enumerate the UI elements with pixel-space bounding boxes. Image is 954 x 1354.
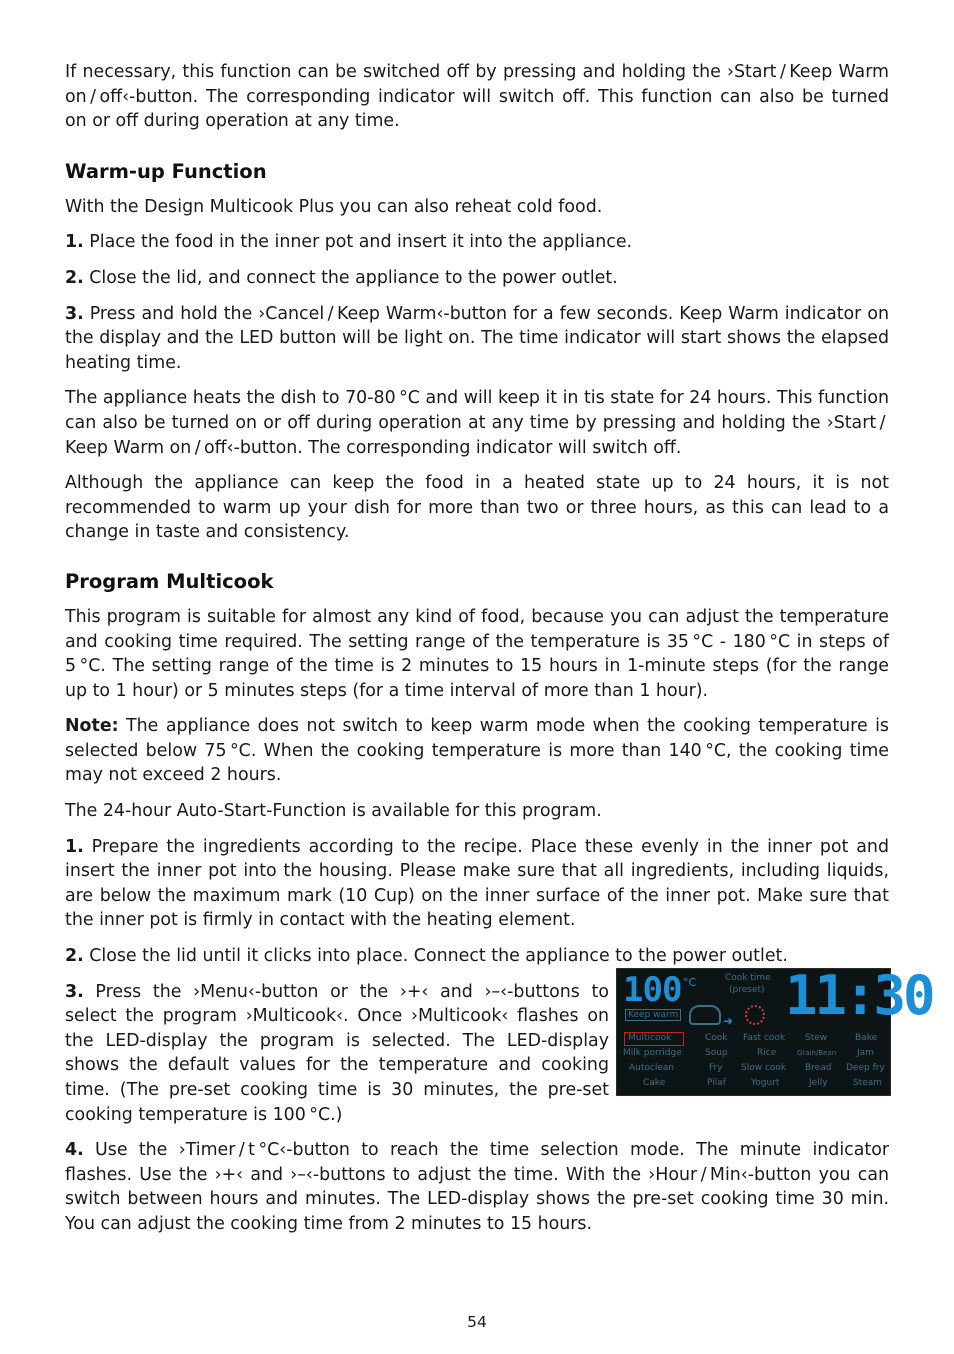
display-temperature: 100 — [623, 969, 682, 1010]
step-text: Close the lid, and connect the appliance to the power outlet. — [83, 267, 618, 288]
note-text: The appliance does not switch to keep warm mode when the cooking temperature is selected below 75 °C. When the cooking temperature is more than 140 °C, the cooking time may not exceed 2 hours. — [65, 716, 889, 786]
page-content — [65, 60, 933, 1248]
warmup-lead: With the Design Multicook Plus you can also reheat cold food. — [65, 196, 603, 217]
pot-icon — [689, 1005, 721, 1025]
note-label: Note: — [65, 716, 119, 737]
program-label: Cook — [705, 1032, 728, 1043]
warmup-step-3 — [65, 302, 889, 376]
display-cook-time-label: Cook time — [725, 972, 771, 983]
display-time: 11:30 — [785, 963, 933, 1027]
program-label: Steam — [853, 1077, 883, 1088]
step-number: 4. — [65, 1140, 84, 1161]
program-label: Deep fry — [846, 1062, 885, 1073]
multicook-step-1 — [65, 835, 889, 933]
program-label: Cake — [643, 1077, 666, 1088]
step-text: Use the ›Timer / t °C‹-button to reach the time selection mode. The minute indicator flashes. Use the ›+‹ and ›–‹-buttons to adjust the time. With the ›Hour / Min‹-button you can switch between hours and minutes. The LED-display shows the pre-set cooking time 30 min. You can adjust the cooking time from 2 minutes to 15 hours. — [65, 1140, 889, 1234]
heating-icon — [745, 1005, 765, 1025]
step-number: 2. — [65, 946, 84, 967]
warmup-paragraph-1: The appliance heats the dish to 70-80 °C and will keep it in tis state for 24 hours. This function can also be turned on or off during operation at any time by pressing and holding the ›Start / Keep Warm on / off‹-button. The corresponding indicator will switch off. — [65, 388, 889, 458]
multicook-heading: Program Multicook — [65, 569, 274, 593]
program-label: Soup — [705, 1047, 728, 1058]
multicook-step-4 — [65, 1138, 889, 1236]
program-label: Bread — [805, 1062, 832, 1073]
autostart-paragraph: The 24-hour Auto-Start-Function is available for this program. — [65, 801, 602, 822]
step-number: 2. — [65, 267, 84, 288]
program-label: Stew — [805, 1032, 828, 1043]
warmup-step-1 — [65, 230, 889, 255]
warmup-heading: Warm-up Function — [65, 159, 267, 183]
step-number: 3. — [65, 981, 84, 1002]
step-text: Press and hold the ›Cancel / Keep Warm‹-button for a few seconds. Keep Warm indicator on the display and the LED button will be light on. The time indicator will start shows the elapsed heating time. — [65, 303, 889, 373]
multicook-paragraph-1: This program is suitable for almost any kind of food, because you can adjust the temperature and cooking time required. The setting range of the temperature is 35 °C - 180 °C in steps of 5 °C. The setting range of the time is 2 minutes to 15 hours in 1-minute steps (for the range up to 1 hour) or 5 minutes steps (for a time interval of more than 1 hour). — [65, 606, 889, 701]
step-number: 3. — [65, 303, 84, 324]
warmup-paragraph-2: Although the appliance can keep the food in a heated state up to 24 hours, it is not recommended to warm up your dish for more than two or three hours, as this can lead to a change in taste and consistency. — [65, 473, 889, 543]
program-label: Grain/Bean — [797, 1048, 837, 1057]
intro-paragraph: If necessary, this function can be switched off by pressing and holding the ›Start / Keep Warm on / off‹-button. The corresponding indicator will switch off. This function can also be turned on or off during operation at any time. — [65, 62, 889, 132]
step-text: Close the lid until it clicks into place. Connect the appliance to the power outlet. — [83, 946, 788, 967]
program-label: Yogurt — [751, 1077, 780, 1088]
step-number: 1. — [65, 232, 84, 253]
program-label: Fast cook — [743, 1032, 786, 1043]
step-number: 1. — [65, 836, 84, 857]
display-preset-label: (preset) — [729, 984, 765, 995]
program-label: Fry — [709, 1062, 723, 1073]
program-label: Multicook — [628, 1032, 672, 1043]
step-text: Place the food in the inner pot and insert it into the appliance. — [83, 232, 633, 253]
display-temperature-unit: °C — [683, 975, 697, 989]
program-label: Bake — [855, 1032, 878, 1043]
arrow-icon: ➜ — [723, 1013, 734, 1028]
program-label: Jam — [857, 1047, 874, 1058]
program-label: Rice — [757, 1047, 777, 1058]
program-label: Pilaf — [707, 1077, 726, 1088]
program-label: Jelly — [809, 1077, 828, 1088]
program-label: Autoclean — [629, 1062, 675, 1073]
multicook-step-3-block — [65, 963, 933, 1128]
display-keep-warm-label: Keep warm — [625, 1009, 681, 1021]
program-label: Slow cook — [741, 1062, 787, 1073]
step-text: Press the ›Menu‹-button or the ›+‹ and ›–‹-buttons to select the program ›Multicook‹. Once ›Multicook‹ flashes on the LED-display the program is selected. The LED-display shows the default values for the temperature and cooking time. (The pre-set cooking time is 30 minutes, the pre-set cooking temperature is 100 °C.) — [65, 981, 609, 1125]
warmup-step-2 — [65, 266, 889, 291]
led-display-image — [616, 963, 933, 1096]
multicook-step-3 — [65, 980, 609, 1128]
multicook-step-2 — [65, 944, 889, 969]
note-paragraph — [65, 714, 889, 788]
page-number: 54 — [467, 1313, 487, 1331]
program-label: Milk porridge — [623, 1047, 682, 1058]
step-text: Prepare the ingredients according to the recipe. Place these evenly in the inner pot and insert the inner pot into the housing. Please make sure that all ingredients, including liquids, are below the maximum mark (10 Cup) on the inner surface of the inner pot. Make sure that the inner pot is firmly in contact with the heating element. — [65, 836, 889, 931]
